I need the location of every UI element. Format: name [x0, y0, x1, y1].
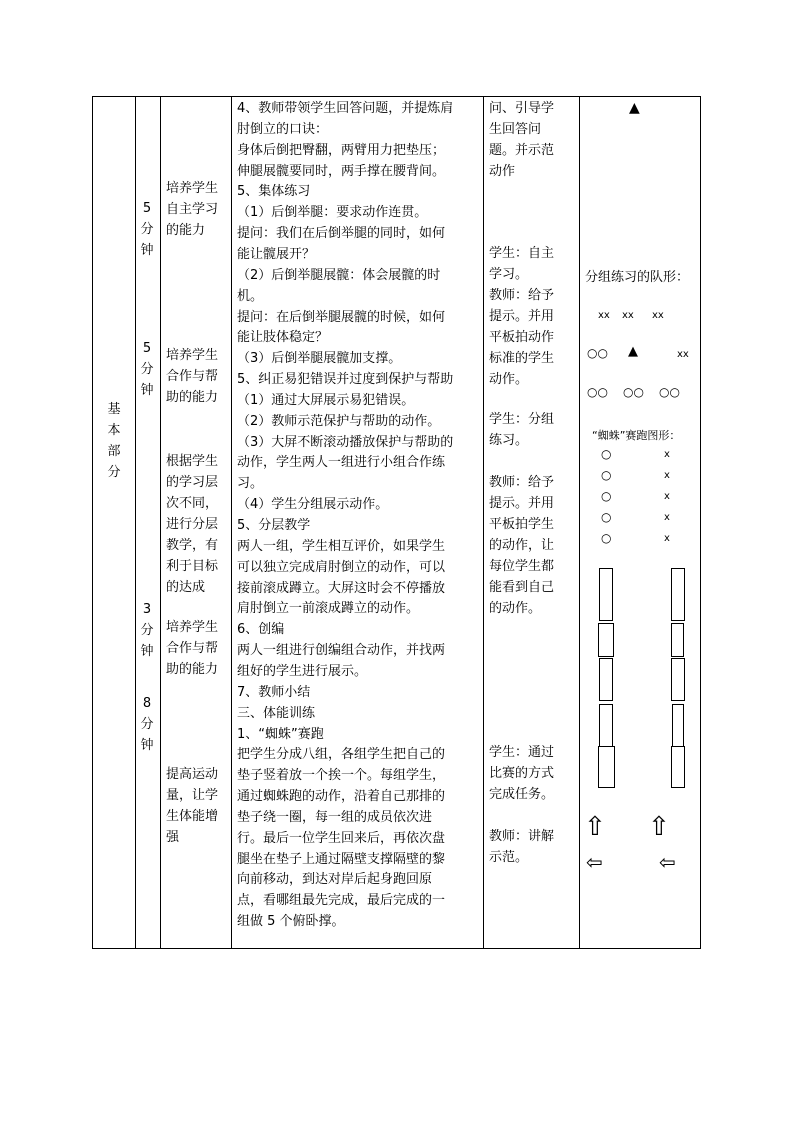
formation-circles: ○○: [623, 385, 644, 399]
goal-line: 自主学习: [166, 202, 219, 217]
content-line: 向前移动，到达对岸后起身跑回原: [237, 872, 433, 888]
goal-line: 合作与帮: [166, 641, 219, 656]
method-line: 的动作，让: [489, 538, 555, 553]
content-line: 垫子竖着放一个挨一个。每组学生，: [237, 768, 446, 784]
race-x: x: [664, 470, 670, 481]
method-line: 标准的学生: [489, 351, 555, 366]
content-line: 组做 5 个俯卧撑。: [237, 914, 345, 930]
content-line: 三、体能训练: [237, 705, 316, 721]
arrow-left-icon: ⇦: [586, 850, 603, 874]
method-line: 问、引导学: [489, 101, 555, 116]
content-line: （3）大屏不断滚动播放保护与帮助的: [237, 434, 454, 450]
content-line: 垫子绕一圈，每一组的成员依次进: [237, 809, 433, 825]
mat: [598, 623, 614, 657]
method-line: 动作。: [489, 372, 529, 387]
content-line: 5、集体练习: [237, 184, 311, 200]
goal-line: 助的能力: [166, 662, 219, 677]
mat: [671, 623, 684, 657]
goal-line: 培养学生: [166, 620, 219, 635]
content-line: 点，看哪组最先完成，最后完成的一: [237, 893, 446, 909]
method-line: 教师：讲解: [489, 829, 555, 844]
formation-circles: ○○: [587, 385, 608, 399]
time-cell: 8 分 钟: [140, 696, 154, 753]
method-line: 练习。: [489, 433, 529, 448]
col-divider: [483, 97, 484, 948]
arrow-up-icon: ⇧: [584, 812, 606, 842]
goal-line: 培养学生: [166, 348, 219, 363]
formation-x: xx: [598, 310, 610, 321]
content-line: 肘倒立的口诀：: [237, 121, 329, 137]
content-line: 动作，学生两人一组进行小组合作练: [237, 455, 446, 471]
method-line: 学生：分组: [489, 412, 555, 427]
race-circle: ○: [601, 510, 612, 524]
goal-line: 提高运动: [166, 767, 219, 782]
formation-circles: ○○: [587, 346, 608, 360]
content-line: 两人一组进行创编组合动作，并找两: [237, 643, 446, 659]
lesson-plan-table: [92, 96, 701, 949]
goal-line: 的能力: [166, 223, 206, 238]
race-x: x: [664, 533, 670, 544]
mat: [671, 568, 685, 621]
race-circle: ○: [601, 489, 612, 503]
mat: [672, 704, 684, 747]
race-x: x: [664, 491, 670, 502]
content-line: 腿坐在垫子上通过隔壁支撑隔壁的黎: [237, 851, 446, 867]
mat: [599, 704, 613, 747]
goal-line: 次不同，: [166, 496, 219, 511]
content-line: 提问：我们在后倒举腿的同时，如何: [237, 226, 446, 242]
content-line: 肩肘倒立一前滚成蹲立的动作。: [237, 601, 420, 617]
content-line: 5、分层教学: [237, 518, 311, 533]
content-line: 4、教师带领学生回答问题，并提炼肩: [237, 101, 454, 116]
goal-line: 强: [166, 830, 180, 845]
method-line: 生回答问: [489, 122, 542, 137]
content-line: 6、创编: [237, 622, 285, 638]
content-line: 把学生分成八组，各组学生把自己的: [237, 747, 446, 763]
content-line: 可以独立完成肩肘倒立的动作，可以: [237, 559, 446, 575]
formation-title: 分组练习的队形：: [585, 270, 690, 285]
content-line: 两人一组，学生相互评价，如果学生: [237, 538, 446, 554]
content-line: （1）后倒举腿：要求动作连贯。: [237, 205, 428, 221]
goal-line: 利于目标: [166, 559, 219, 574]
content-line: 能让髋展开？: [237, 246, 316, 262]
method-line: 每位学生都: [489, 559, 555, 574]
method-line: 能看到自己: [489, 580, 555, 595]
arrow-left-icon: ⇦: [659, 850, 676, 874]
mat: [598, 746, 615, 788]
content-line: （1）通过大屏展示易犯错误。: [237, 392, 415, 408]
race-circle: ○: [601, 447, 612, 461]
race-x: x: [664, 512, 670, 523]
race-circle: ○: [601, 531, 612, 545]
method-line: 平板拍学生: [489, 517, 555, 532]
content-line: 5、纠正易犯错误并过度到保护与帮助: [237, 372, 454, 388]
method-line: 平板拍动作: [489, 330, 555, 345]
goal-line: 教学，有: [166, 538, 219, 553]
content-line: （3）后倒举腿展髋加支撑。: [237, 351, 402, 367]
content-line: 1、“蜘蛛”赛跑: [237, 726, 324, 742]
formation-circles: ○○: [659, 385, 680, 399]
arrow-up-icon: ⇧: [648, 812, 670, 842]
method-line: 提示。并用: [489, 309, 555, 324]
content-line: 行。最后一位学生回来后，再依次盘: [237, 830, 446, 846]
goal-line: 量，让学: [166, 788, 219, 803]
method-line: 示范。: [489, 850, 529, 865]
content-line: 通过蜘蛛跑的动作，沿着自己那排的: [237, 789, 446, 805]
content-line: 伸腿展髋要同时，两手撑在腰背间。: [237, 163, 446, 179]
goal-line: 的达成: [166, 580, 206, 595]
mat: [671, 658, 685, 701]
content-line: 组好的学生进行展示。: [237, 663, 368, 679]
method-line: 动作: [489, 164, 516, 179]
content-line: 7、教师小结: [237, 684, 311, 700]
mat: [599, 658, 613, 701]
method-line: 学生：通过: [489, 745, 555, 760]
method-line: 学习。: [489, 267, 529, 282]
formation-x: xx: [652, 310, 664, 321]
content-line: （2）教师示范保护与帮助的动作。: [237, 413, 441, 429]
section-label: 基 本 部 分: [107, 402, 121, 480]
formation-x: xx: [677, 349, 689, 360]
goal-line: 生体能增: [166, 809, 219, 824]
race-title: “蜘蛛”赛跑图形：: [592, 429, 681, 442]
method-line: 的动作。: [489, 601, 542, 616]
method-line: 完成任务。: [489, 787, 555, 802]
col-divider: [160, 97, 161, 948]
content-line: （2）后倒举腿展髋：体会展髋的时: [237, 267, 441, 283]
race-x: x: [664, 449, 670, 460]
content-line: （4）学生分组展示动作。: [237, 497, 389, 513]
time-cell: 5 分 钟: [140, 341, 154, 398]
goal-line: 进行分层: [166, 517, 219, 532]
time-cell: 3 分 钟: [140, 602, 154, 659]
teacher-triangle-icon: ▲: [628, 344, 638, 359]
method-line: 提示。并用: [489, 496, 555, 511]
method-line: 题。并示范: [489, 143, 555, 158]
col-divider: [135, 97, 136, 948]
goal-line: 根据学生: [166, 454, 219, 469]
mat: [599, 568, 613, 621]
formation-x: xx: [622, 310, 634, 321]
content-line: 接前滚成蹲立。大屏这时会不停播放: [237, 580, 446, 596]
mat: [671, 746, 685, 788]
method-line: 教师：给予: [489, 288, 555, 303]
goal-line: 助的能力: [166, 390, 219, 405]
col-divider: [231, 97, 232, 948]
goal-line: 培养学生: [166, 181, 219, 196]
content-line: 提问：在后倒举腿展髋的时候，如何: [237, 309, 446, 325]
race-circle: ○: [601, 468, 612, 482]
content-line: 能让肢体稳定？: [237, 330, 329, 346]
content-line: 机。: [237, 288, 264, 304]
content-line: 习。: [237, 476, 264, 492]
goal-line: 的学习层: [166, 475, 219, 490]
teacher-triangle-icon: ▲: [629, 100, 640, 116]
content-line: 身体后倒把臀翻，两臂用力把垫压；: [237, 142, 446, 158]
method-line: 学生：自主: [489, 246, 555, 261]
col-divider: [579, 97, 580, 948]
method-line: 比赛的方式: [489, 766, 555, 781]
method-line: 教师：给予: [489, 475, 555, 490]
goal-line: 合作与帮: [166, 369, 219, 384]
time-cell: 5 分 钟: [140, 201, 154, 258]
